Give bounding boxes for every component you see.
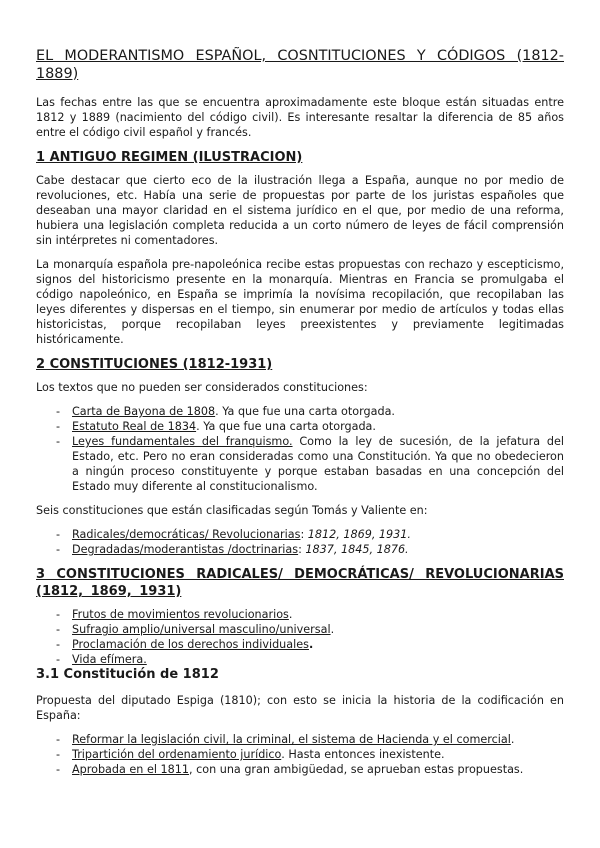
section-2-paragraph-1: Los textos que no pueden ser considerados constituciones:: [36, 381, 368, 394]
list-item: [36, 419, 564, 434]
list-item-text: . Ya que fue una carta otorgada.: [196, 420, 376, 433]
list-item-text: . Hasta entonces inexistente.: [281, 748, 445, 761]
non-constitutions-list: [36, 404, 564, 494]
list-item-underlined: Estatuto Real de 1834: [72, 420, 197, 433]
list-item-underlined: Degradadas/moderantistas /doctrinarias: [72, 543, 299, 556]
list-item-years: 1837, 1845, 1876.: [305, 543, 409, 556]
list-item: [36, 404, 564, 419]
list-item-text: .: [288, 608, 293, 621]
radical-constitutions-list: [36, 607, 564, 667]
intro-paragraph: Las fechas entre las que se encuentra aproximadamente este bloque están situadas entre 1812 y 1889 (nacimiento del código civil). Es interesante resaltar la diferencia de 85 años entre el código civil español y francés.: [36, 96, 564, 139]
list-item-years: 1812, 1869, 1931.: [307, 528, 411, 541]
list-item-underlined: Vida efímera.: [72, 653, 147, 666]
section-2-paragraph-2: Seis constituciones que están clasificadas según Tomás y Valiente en:: [36, 504, 428, 517]
list-item: [36, 542, 564, 557]
list-item-underlined: Tripartición del ordenamiento jurídico: [72, 748, 282, 761]
section-1-paragraph-2: La monarquía española pre-napoleónica recibe estas propuestas con rechazo y escepticismo, signos del historicismo presente en la monarquía. Mientras en Francia se promulgaba el código napoleónico, en España se imprimía la novísima recopilación, que recopilaban las leyes diferentes y dispersas en el tiempo, sin enumerar por medio de artículos y todas ellas historicistas, porque recopilaban leyes preexistentes y previamente legitimadas históricamente.: [36, 258, 564, 346]
list-item: [36, 434, 564, 494]
list-item: [36, 732, 564, 747]
section-3-1-paragraph: Propuesta del diputado Espiga (1810); con esto se inicia la historia de la codificación en España:: [36, 694, 564, 722]
list-item-underlined: Leyes fundamentales del franquismo.: [72, 435, 293, 448]
list-item-text: . Ya que fue una carta otorgada.: [215, 405, 395, 418]
section-1-heading: 1 ANTIGUO REGIMEN (ILUSTRACION): [36, 150, 303, 165]
constitution-1812-list: [36, 732, 564, 777]
list-item: [36, 762, 564, 777]
list-item-underlined: Aprobada en el 1811: [72, 763, 189, 776]
list-item: [36, 747, 564, 762]
list-item-underlined: Carta de Bayona de 1808: [72, 405, 216, 418]
list-item-underlined: Sufragio amplio/universal masculino/universal: [72, 623, 331, 636]
list-item-separator: :: [300, 528, 308, 541]
list-item-text: .: [510, 733, 515, 746]
page-title: EL MODERANTISMO ESPAÑOL, COSNTITUCIONES Y CÓDIGOS (1812-1889): [36, 48, 564, 82]
section-2-heading: 2 CONSTITUCIONES (1812-1931): [36, 357, 273, 372]
section-3-1-heading: 3.1 Constitución de 1812: [36, 667, 219, 682]
list-item: [36, 607, 564, 622]
list-item-text: .: [330, 623, 335, 636]
list-item: [36, 622, 564, 637]
list-item-underlined: Proclamación de los derechos individuales: [72, 638, 309, 651]
classification-list: [36, 527, 564, 557]
list-item: [36, 652, 564, 667]
list-item-underlined: Reformar la legislación civil, la criminal, el sistema de Hacienda y el comercial: [72, 733, 511, 746]
list-item: [36, 637, 564, 652]
list-item-underlined: Radicales/democráticas/ Revolucionarias: [72, 528, 301, 541]
list-item-text: , con una gran ambigüedad, se aprueban estas propuestas.: [188, 763, 524, 776]
list-item-underlined: Frutos de movimientos revolucionarios: [72, 608, 289, 621]
section-3-heading: 3 CONSTITUCIONES RADICALES/ DEMOCRÁTICAS/ REVOLUCIONARIAS (1812, 1869, 1931): [36, 567, 564, 599]
list-item-text: .: [308, 638, 314, 651]
list-item-text: Como la ley de sucesión, de la jefatura del Estado, etc. Pero no eran consideradas como una Constitución. Ya que no obedecieron a ningún proceso constituyente y porque estaban basadas en una concepción del Estado muy diferente al constitucionalismo.: [72, 435, 564, 493]
list-item-separator: :: [298, 543, 306, 556]
list-item: [36, 527, 564, 542]
section-1-paragraph-1: Cabe destacar que cierto eco de la ilustración llega a España, aunque no por medio de revoluciones, etc. Había una serie de propuestas por parte de los juristas españoles que deseaban una mayor claridad en el sistema jurídico en el que, por medio de una reforma, hubiera una legislación completa reducida a un corto número de leyes de fácil comprensión sin intérpretes ni comentadores.: [36, 174, 564, 247]
